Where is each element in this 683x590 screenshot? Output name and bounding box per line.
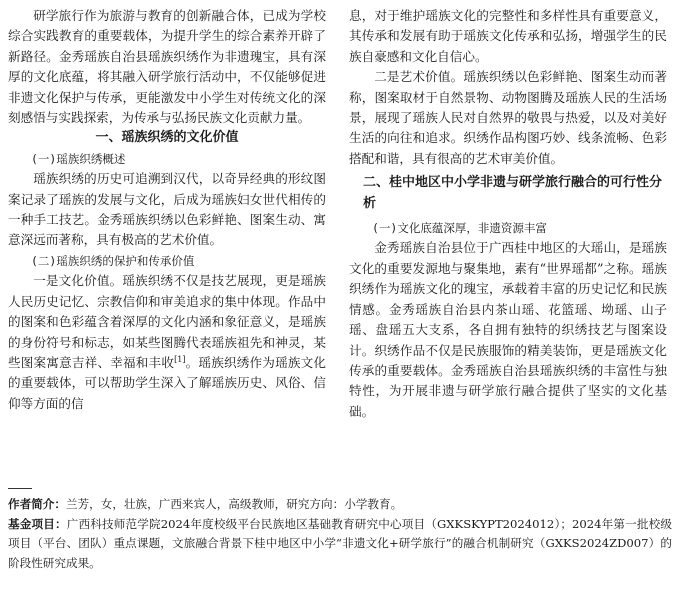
continued-paragraph: 息，对于维护瑶族文化的完整性和多样性具有重要意义，其传承和发展有助于瑶族文化传承和弘扬，增强学生的民族自豪感和文化自信心。 — [349, 8, 667, 64]
author-text: 兰芳，女，壮族，广西来宾人，高级教师，研究方向：小学教育。 — [65, 497, 403, 511]
subheading-cultural-heritage: (一)文化底蕴深厚，非遗资源丰富 — [372, 221, 547, 236]
citation-marker: [1] — [174, 354, 186, 364]
footnote-block — [8, 495, 672, 573]
fund-label: 基金项目： — [8, 516, 67, 531]
art-value-paragraph: 二是艺术价值。瑶族织绣以色彩鲜艳、图案生动而著称，图案取材于自然景物、动物图腾及瑶族人民的生活场景，展现了瑶族人民对自然界的敬畏与热爱，以及对美好生活的向往和追求。织绣作品构图巧妙、线条流畅、色彩搭配和谐，具有很高的艺术审美价值。 — [349, 69, 667, 166]
overview-paragraph: 瑶族织绣的历史可追溯到汉代，以奇异经典的形纹图案记录了瑶族的发展与文化，后成为瑶族妇女世代相传的一种手工技艺。金秀瑶族织绣以色彩鲜艳、图案生动、寓意深远而著称，具有极高的艺术价值。 — [8, 171, 326, 248]
cultural-value-text-continued: 。瑶族织绣作为瑶族文化的重要载体，可以帮助学生深入了解瑶族历史、风俗、信仰等方面的信 — [8, 354, 327, 411]
cultural-value-text: 一是文化价值。瑶族织绣不仅是技艺展现，更是瑶族人民历史记忆、宗教信仰和审美追求的集中体现。作品中的图案和色彩蕴含着深厚的文化内涵和象征意义，是瑶族的身份符号和标志，如某些图腾代表瑶族祖先和神灵，某些图案寓意吉祥、幸福和丰收 — [8, 273, 326, 370]
section-heading-feasibility: 二、桂中地区中小学非遗与研学旅行融合的可行性分析 — [363, 175, 663, 211]
cultural-value-paragraph — [8, 271, 326, 414]
right-column — [349, 6, 667, 422]
subheading-protection-value: (二)瑶族织绣的保护和传承价值 — [31, 253, 195, 268]
left-column — [8, 6, 326, 414]
fund-text: 广西科技师范学院2024年度校级平台民族地区基础教育研究中心项目（GXKSKYPT2024012）；2024年第一批校级项目（平台、团队）重点课题，文旅融合背景下桂中地区中小学“非遗文化+研学旅行”的融合机制研究（GXKS2024ZD007）的阶段性研究成果。 — [8, 516, 672, 570]
intro-paragraph: 研学旅行作为旅游与教育的创新融合体，已成为学校综合实践教育的重要载体，为提升学生的综合素养开辟了新路径。金秀瑶族自治县瑶族织绣作为非遗瑰宝，具有深厚的文化底蕴，将其融入研学旅行活动中，不仅能够促进非遗文化保护与传承，更能激发中小学生对传统文化的深刻感悟与实践探索，为传承与弘扬民族文化贡献力量。 — [8, 8, 326, 126]
footnote-rule — [8, 488, 32, 489]
author-note — [8, 495, 672, 515]
fund-note — [8, 515, 672, 574]
author-label: 作者简介： — [8, 497, 66, 511]
cultural-heritage-paragraph: 金秀瑶族自治县位于广西桂中地区的大瑶山，是瑶族文化的重要发源地与聚集地，素有“世界瑶都”之称。瑶族织绣作为瑶族文化的瑰宝，承载着丰富的历史记忆和民族情感。金秀瑶族自治县内茶山瑶、花篮瑶、坳瑶、山子瑶、盘瑶五大支系，各自拥有独特的织绣技艺与图案设计。织绣作品不仅是民族服饰的精美装饰，更是瑶族文化传承的重要载体。金秀瑶族自治县瑶族织绣的丰富性与独特性，为开展非遗与研学旅行融合提供了坚实的文化基础。 — [349, 240, 667, 419]
section-heading-cultural-value: 一、瑶族织绣的文化价值 — [95, 130, 239, 146]
subheading-overview: (一)瑶族织绣概述 — [31, 151, 126, 166]
